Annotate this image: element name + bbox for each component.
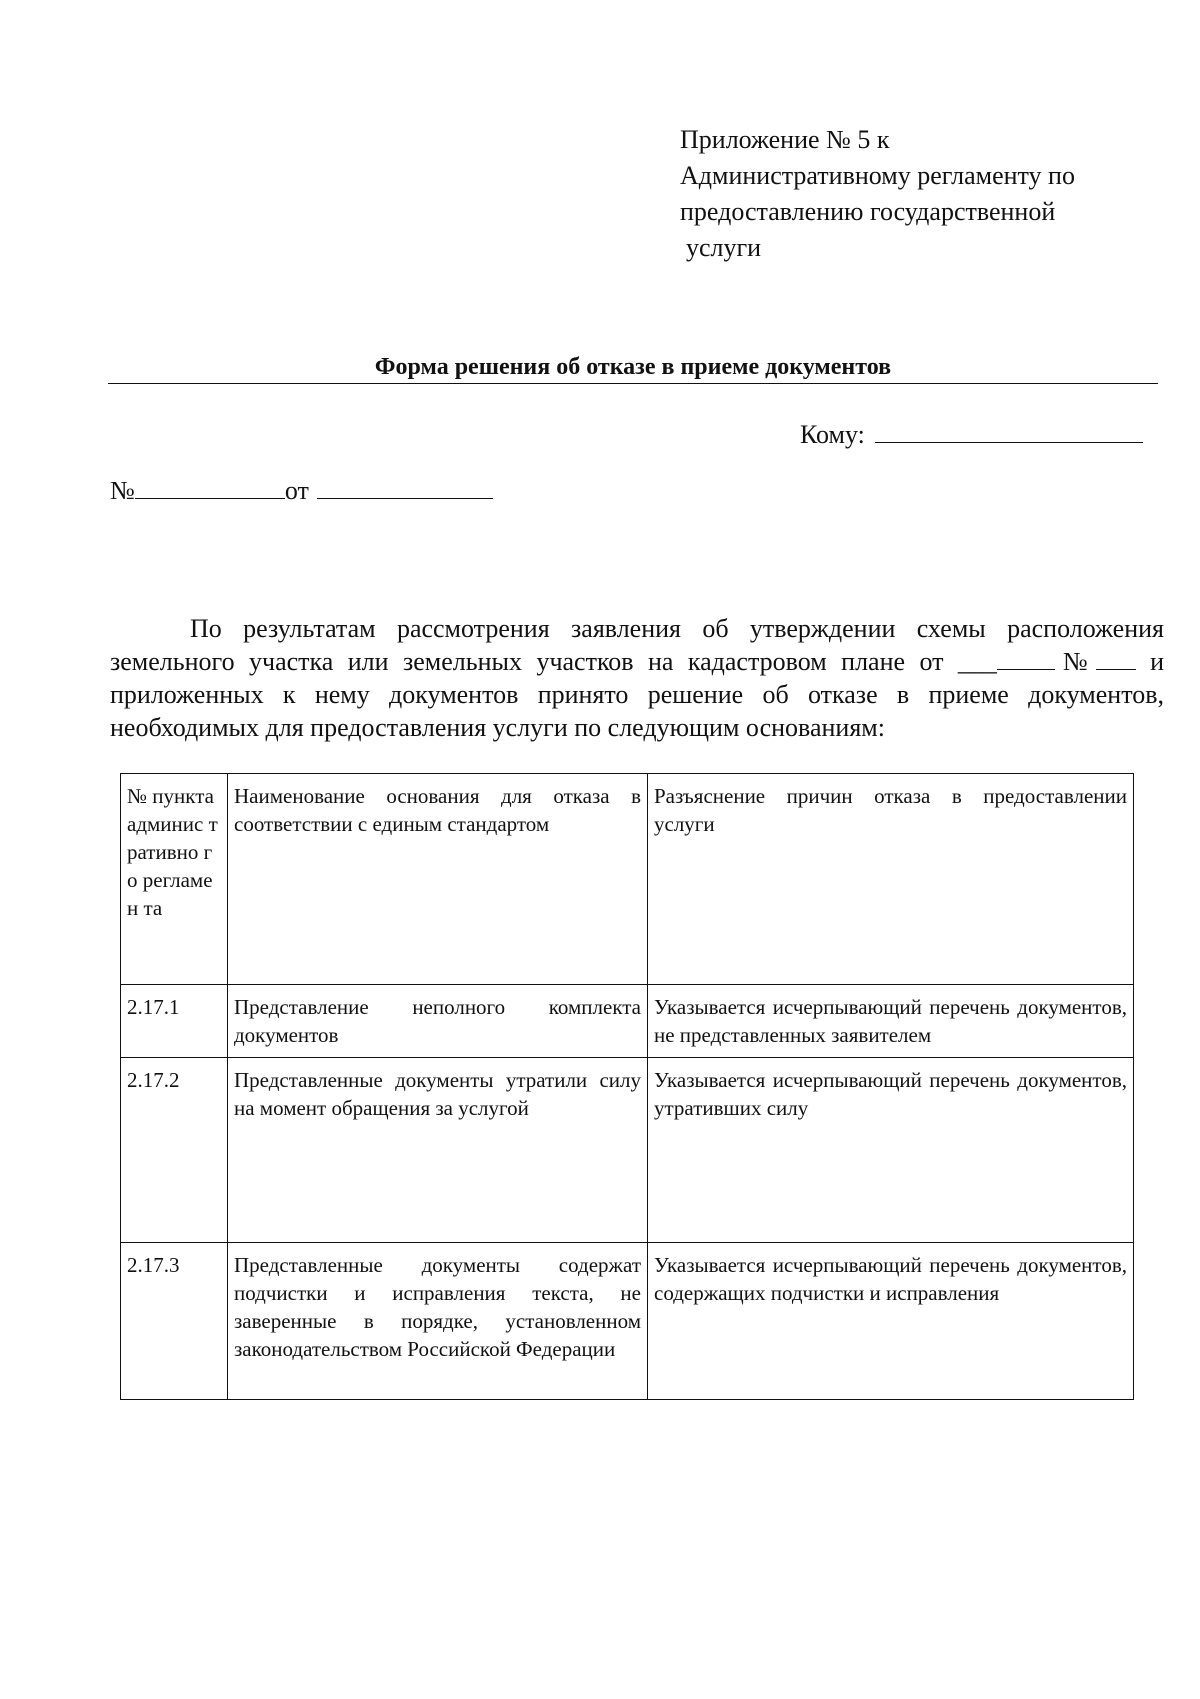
document-title: Форма решения об отказе в приеме документов — [374, 354, 892, 380]
title-underline — [108, 383, 1158, 384]
row-point-number: 2.17.2 — [121, 1058, 228, 1243]
appendix-line-4: услуги — [686, 233, 762, 262]
header-reason-name: Наименование основания для отказа в соответствии с единым стандартом — [228, 774, 648, 985]
row-point-number: 2.17.3 — [121, 1243, 228, 1400]
decision-paragraph — [110, 612, 1164, 744]
header-explanation: Разъяснение причин отказа в предоставлении услуги — [648, 774, 1134, 985]
appendix-block — [680, 122, 1150, 266]
appendix-line-2: Административному регламенту по — [680, 161, 1075, 190]
paragraph-part-1: По результатам рассмотрения заявления об утверждении схемы расположения земельного участка или земельных участков на кадастровом плане от ___ — [110, 614, 1164, 676]
number-inline-blank — [1096, 647, 1136, 670]
table-header-row — [121, 774, 1134, 985]
table-row — [121, 985, 1134, 1058]
row-explanation: Указывается исчерпывающий перечень документов, утративших силу — [648, 1058, 1134, 1243]
date-blank — [317, 474, 493, 499]
row-explanation: Указывается исчерпывающий перечень документов, не представленных заявителем — [648, 985, 1134, 1058]
appendix-line-3: предоставлению государственной — [680, 197, 1056, 226]
date-label: от — [284, 476, 309, 505]
paragraph-part-2: и приложенных к нему документов принято решение об отказе в приеме документов, необходимых для предоставления услуги по следующим основаниям: — [110, 647, 1164, 742]
appendix-line-1: Приложение № 5 к — [680, 125, 890, 154]
recipient-label: Кому: — [800, 420, 865, 449]
paragraph-number-sign: № — [1054, 647, 1096, 676]
table-row — [121, 1243, 1134, 1400]
row-reason: Представленные документы утратили силу на момент обращения за услугой — [228, 1058, 648, 1243]
date-inline-blank — [997, 647, 1055, 670]
number-blank — [135, 474, 285, 499]
number-sign: № — [110, 476, 135, 505]
recipient-line — [800, 418, 1143, 452]
row-reason: Представление неполного комплекта документов — [228, 985, 648, 1058]
table-row — [121, 1058, 1134, 1243]
row-point-number: 2.17.1 — [121, 985, 228, 1058]
number-date-line — [110, 474, 493, 508]
row-explanation: Указывается исчерпывающий перечень документов, содержащих подчистки и исправления — [648, 1243, 1134, 1400]
refusal-reasons-table — [120, 773, 1134, 1400]
recipient-blank — [875, 418, 1143, 443]
row-reason: Представленные документы содержат подчистки и исправления текста, не заверенные в порядке, установленном законодательством Российской Федерации — [228, 1243, 648, 1400]
header-point-number: № пункта админис тративно го регламен та — [121, 774, 228, 985]
